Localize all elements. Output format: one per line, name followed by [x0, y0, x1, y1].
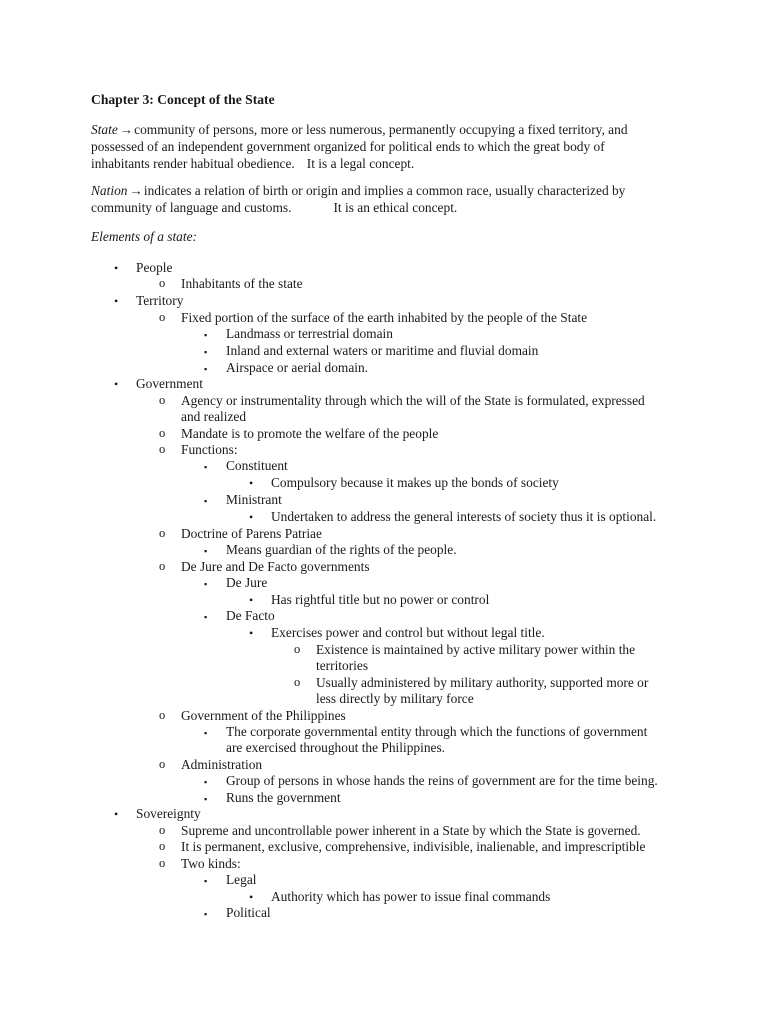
- square-bullet-icon: ▪: [204, 546, 208, 556]
- list-item: Landmass or terrestrial domain: [226, 326, 393, 341]
- list-item: Existence is maintained by active military power within the: [316, 642, 636, 657]
- bullet-icon: •: [249, 890, 254, 904]
- list-item: De Jure: [226, 575, 268, 590]
- circle-bullet-icon: o: [159, 708, 166, 722]
- circle-bullet-icon: o: [159, 559, 166, 573]
- bullet-icon: •: [249, 593, 254, 607]
- circle-bullet-icon: o: [294, 642, 301, 656]
- list-item: Undertaken to address the general interests of society thus it is optional.: [271, 509, 657, 524]
- square-bullet-icon: ▪: [204, 364, 208, 374]
- circle-bullet-icon: o: [159, 426, 166, 440]
- list-item: Inhabitants of the state: [181, 276, 303, 291]
- list-item: Airspace or aerial domain.: [226, 360, 369, 375]
- elements-heading: Elements of a state:: [91, 229, 197, 244]
- list-item-sovereignty: Sovereignty: [136, 806, 201, 821]
- circle-bullet-icon: o: [159, 442, 166, 456]
- list-item: Group of persons in whose hands the reins of government are for the time being.: [226, 773, 658, 788]
- arrow-icon: →: [119, 122, 134, 137]
- list-item: Exercises power and control but without legal title.: [271, 625, 545, 640]
- list-item: Legal: [226, 872, 257, 887]
- chapter-title: Chapter 3: Concept of the State: [91, 92, 275, 107]
- state-definition-text-1: community of persons, more or less numerous, permanently occupying a fixed territory, and: [134, 122, 628, 137]
- bullet-icon: •: [114, 294, 119, 308]
- nation-term: Nation: [91, 183, 128, 198]
- circle-bullet-icon: o: [294, 675, 301, 689]
- square-bullet-icon: ▪: [204, 728, 208, 738]
- square-bullet-icon: ▪: [204, 909, 208, 919]
- list-item: The corporate governmental entity through which the functions of government: [226, 724, 648, 739]
- circle-bullet-icon: o: [159, 856, 166, 870]
- ethical-concept-note: It is an ethical concept.: [333, 199, 458, 215]
- bullet-icon: •: [114, 807, 119, 821]
- list-item: Means guardian of the rights of the people.: [226, 542, 457, 557]
- square-bullet-icon: ▪: [204, 462, 208, 472]
- list-item: It is permanent, exclusive, comprehensive, indivisible, inalienable, and imprescriptible: [181, 839, 646, 854]
- square-bullet-icon: ▪: [204, 777, 208, 787]
- bullet-icon: •: [249, 476, 254, 490]
- circle-bullet-icon: o: [159, 310, 166, 324]
- list-item-continued: territories: [316, 658, 369, 673]
- list-item-continued: are exercised throughout the Philippines.: [226, 740, 446, 755]
- state-definition: [91, 122, 691, 172]
- bullet-icon: •: [249, 510, 254, 524]
- state-definition-line-2: possessed of an independent government organized for political ends to which the great body of: [91, 138, 605, 154]
- list-item: Ministrant: [226, 492, 282, 507]
- list-item-people: People: [136, 260, 173, 275]
- list-item: Two kinds:: [181, 856, 241, 871]
- nation-definition-text-1: indicates a relation of birth or origin and implies a common race, usually characterized by: [143, 183, 626, 198]
- list-item-territory: Territory: [136, 293, 184, 308]
- list-item-continued: less directly by military force: [316, 691, 474, 706]
- list-item: De Facto: [226, 608, 275, 623]
- bullet-icon: •: [249, 626, 254, 640]
- square-bullet-icon: ▪: [204, 876, 208, 886]
- nation-definition: [91, 183, 691, 217]
- list-item: Supreme and uncontrollable power inherent in a State by which the State is governed.: [181, 823, 641, 838]
- state-definition-line-3: inhabitants render habitual obedience. It is a legal concept.: [91, 155, 415, 171]
- list-item: Compulsory because it makes up the bonds of society: [271, 475, 559, 490]
- list-item: Fixed portion of the surface of the earth inhabited by the people of the State: [181, 310, 588, 325]
- list-item: Authority which has power to issue final commands: [271, 889, 551, 904]
- list-item-continued: and realized: [181, 409, 247, 424]
- circle-bullet-icon: o: [159, 823, 166, 837]
- square-bullet-icon: ▪: [204, 330, 208, 340]
- list-item-government: Government: [136, 376, 203, 391]
- list-item: Functions:: [181, 442, 238, 457]
- circle-bullet-icon: o: [159, 757, 166, 771]
- legal-concept-note: It is a legal concept.: [306, 155, 415, 171]
- bullet-icon: •: [114, 261, 119, 275]
- bullet-icon: •: [114, 377, 119, 391]
- circle-bullet-icon: o: [159, 276, 166, 290]
- list-item: Inland and external waters or maritime and fluvial domain: [226, 343, 539, 358]
- circle-bullet-icon: o: [159, 526, 166, 540]
- list-item: Constituent: [226, 458, 288, 473]
- nation-definition-line-1: [91, 183, 691, 200]
- list-item: Runs the government: [226, 790, 341, 805]
- nation-definition-line-2: community of language and customs. It is an ethical concept.: [91, 199, 458, 215]
- list-item: Mandate is to promote the welfare of the people: [181, 426, 439, 441]
- list-item: Doctrine of Parens Patriae: [181, 526, 322, 541]
- state-definition-line-1: [91, 122, 691, 139]
- list-item: Administration: [181, 757, 263, 772]
- arrow-icon: →: [129, 183, 143, 198]
- list-item: Has rightful title but no power or control: [271, 592, 490, 607]
- circle-bullet-icon: o: [159, 839, 166, 853]
- square-bullet-icon: ▪: [204, 794, 208, 804]
- square-bullet-icon: ▪: [204, 347, 208, 357]
- square-bullet-icon: ▪: [204, 612, 208, 622]
- state-term: State: [91, 122, 118, 137]
- list-item: De Jure and De Facto governments: [181, 559, 370, 574]
- square-bullet-icon: ▪: [204, 496, 208, 506]
- circle-bullet-icon: o: [159, 393, 166, 407]
- list-item: Political: [226, 905, 271, 920]
- list-item: Agency or instrumentality through which the will of the State is formulated, expressed: [181, 393, 645, 408]
- list-item: Usually administered by military authority, supported more or: [316, 675, 649, 690]
- square-bullet-icon: ▪: [204, 579, 208, 589]
- list-item: Government of the Philippines: [181, 708, 346, 723]
